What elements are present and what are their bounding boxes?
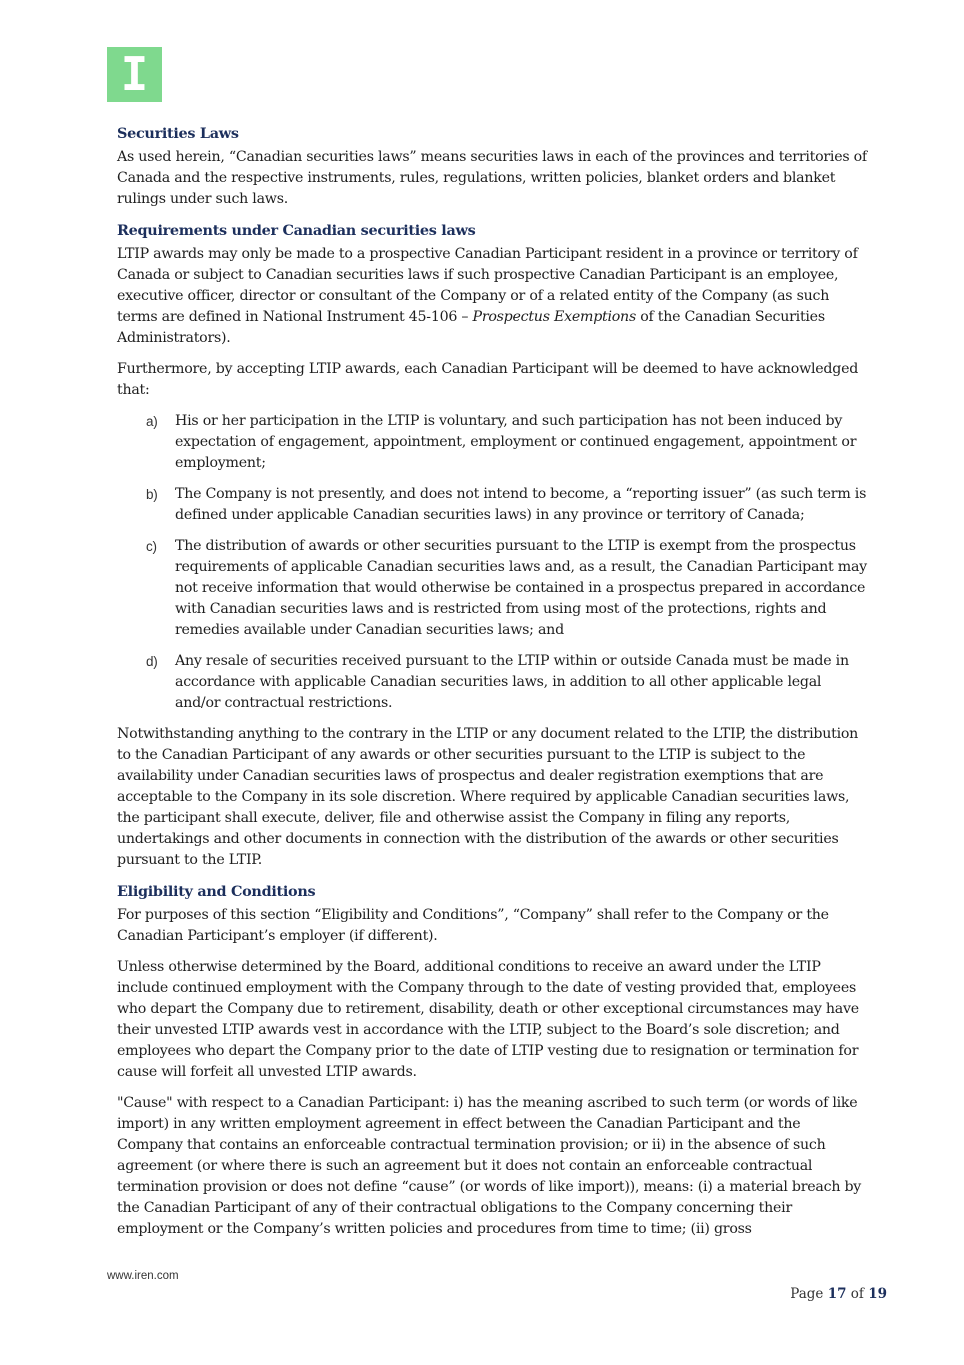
acknowledgement-list [117,411,869,714]
list-item [117,411,869,474]
page-label: Page [790,1286,824,1302]
list-marker: a) [146,414,158,429]
paragraph-text: LTIP awards may only be made to a prospective Canadian Participant resident in a province or territory of Canada or subject to Canadian securities laws if such prospective Canadian Participant is an employee, executive officer, director or consultant of the Company or of a related entity of the Company (as such terms are defined in National Instrument 45-106 – [117,246,858,325]
page-current: 17 [827,1286,847,1302]
heading-requirements: Requirements under Canadian securities laws [117,222,476,239]
list-item-text: His or her participation in the LTIP is voluntary, and such participation has not been induced by expectation of engagement, appointment, employment or continued engagement, appointment or employment; [175,413,857,471]
page-number [790,1286,887,1302]
document-body [117,123,869,1250]
paragraph-acknowledgement-intro: Furthermore, by accepting LTIP awards, each Canadian Participant will be deemed to have acknowledged that: [117,361,859,398]
page-of: of [850,1286,864,1302]
list-marker: d) [146,654,158,669]
list-item-text: The Company is not presently, and does not intend to become, a “reporting issuer” (as such term is defined under applicable Canadian securities laws) in any province or territory of Canada; [175,486,867,523]
heading-securities-laws: Securities Laws [117,125,239,142]
list-marker: b) [146,487,158,502]
paragraph-notwithstanding: Notwithstanding anything to the contrary in the LTIP or any document related to the LTIP, the distribution to the Canadian Participant of any awards or other securities pursuant to the LTIP is subject to the availability under Canadian securities laws of prospectus and dealer registration exemptions that are acceptable to the Company in its sole discretion. Where required by applicable Canadian securities laws, the participant shall execute, deliver, file and otherwise assist the Company in filing any reports, undertakings and other documents in connection with the distribution of the awards or other securities pursuant to the LTIP. [117,726,859,868]
page-total: 19 [868,1286,887,1302]
italic-instrument-title: Prospectus Exemptions [472,309,636,325]
paragraph-text: of the Canadian Securities Administrators). [117,309,825,346]
footer-website: www.iren.com [107,1270,179,1282]
paragraph-cause-definition: "Cause" with respect to a Canadian Participant: i) has the meaning ascribed to such term (or words of like import) in any written employment agreement in effect between the Canadian Participant and the Company that contains an enforceable contractual termination provision; or ii) in the absence of such agreement (or where there is such an agreement but it does not contain an enforceable contractual termination provision or does not define “cause” (or words of like import)), means: (i) a material breach by the Canadian Participant of any of their contractual obligations to the Company concerning their employment or the Company’s written policies and procedures from time to time; (ii) gross [117,1095,862,1237]
paragraph-vesting-conditions: Unless otherwise determined by the Board, additional conditions to receive an award under the LTIP include continued employment with the Company through to the date of vesting provided that, employees who depart the Company due to retirement, disability, death or other exceptional circumstances may have their unvested LTIP awards vest in accordance with the LTIP, subject to the Board’s sole discretion; and employees who depart the Company prior to the date of LTIP vesting due to resignation or termination for cause will forfeit all unvested LTIP awards. [117,959,859,1080]
paragraph-securities-laws-definition: As used herein, “Canadian securities laws” means securities laws in each of the provinces and territories of Canada and the respective instruments, rules, regulations, written policies, blanket orders and blanket rulings under such laws. [117,149,867,207]
list-item [117,536,869,641]
list-marker: c) [146,539,157,554]
heading-eligibility: Eligibility and Conditions [117,883,316,900]
list-item-text: Any resale of securities received pursuant to the LTIP within or outside Canada must be made in accordance with applicable Canadian securities laws, in addition to all other applicable legal and/or contractual restrictions. [175,653,849,711]
paragraph-ltip-eligibility [117,244,869,349]
list-item-text: The distribution of awards or other securities pursuant to the LTIP is exempt from the prospectus requirements of applicable Canadian securities laws and, as a result, the Canadian Participant may not receive information that would otherwise be contained in a prospectus prepared in accordance with Canadian securities laws and is restricted from using most of the protections, rights and remedies available under Canadian securities laws; and [175,538,867,638]
list-item [117,484,869,526]
list-item [117,651,869,714]
company-logo: I [107,47,162,102]
paragraph-eligibility-scope: For purposes of this section “Eligibility and Conditions”, “Company” shall refer to the Company or the Canadian Participant’s employer (if different). [117,907,829,944]
